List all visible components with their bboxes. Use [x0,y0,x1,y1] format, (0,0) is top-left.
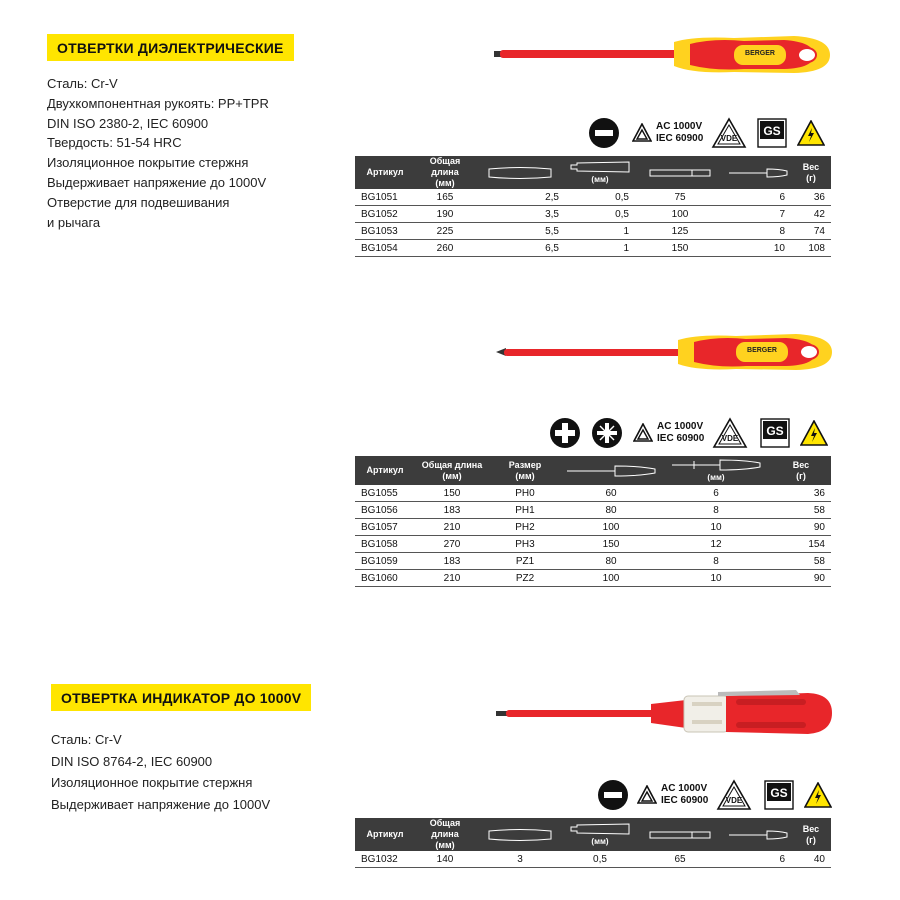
phillips-tip-icon [549,417,581,449]
property-line: и рычага [47,214,101,230]
iec-text: IEC 60900 [656,133,704,144]
cell: 1 [565,240,635,257]
col-weight [791,818,831,851]
col-blade-length [561,456,661,485]
col-blade-length [635,818,725,851]
cell: 3,5 [475,206,565,223]
cell: 8 [661,502,771,519]
table-row [355,240,831,257]
table-row [355,553,831,570]
col-weight-label: Вес [802,823,820,834]
cell: 210 [415,570,489,587]
cell: BG1051 [355,189,415,206]
ac-rating-text: AC 1000V [656,121,703,132]
iec-text: IEC 60900 [657,433,705,444]
section1-cert-icons [588,116,825,150]
col-weight-unit: (г) [796,470,806,481]
gs-icon [760,418,790,448]
col-article: Артикул [355,156,415,189]
cell: 260 [415,240,475,257]
property-line: DIN ISO 8764-2, IEC 60900 [51,753,213,769]
property-line: Сталь: Cr-V [51,732,122,747]
vde-icon [711,117,747,149]
cell: 210 [415,519,489,536]
col-length [415,818,475,851]
tip-thickness-diagram [569,822,631,836]
mm-unit-label: (мм) [707,473,725,482]
property-line: Отверстие для подвешивания [47,194,230,210]
col-tip-width [475,818,565,851]
col-length-unit: (мм) [442,470,462,481]
col-weight [771,456,831,485]
cell: 0,5 [565,189,635,206]
section3-cert-icons [597,778,832,812]
mm-unit-label: (мм) [591,175,609,184]
col-length [415,156,475,189]
brand-text: BERGER [745,50,775,57]
cell: BG1059 [355,553,415,570]
blade-diameter-diagram [727,829,789,841]
cell: 74 [791,223,831,240]
cell: BG1056 [355,502,415,519]
high-voltage-warning-icon [800,420,828,446]
cell: 6 [725,189,791,206]
col-length-label: Общая длина [421,459,483,470]
voltage-rating [657,421,704,445]
cell: PH3 [489,536,561,553]
blade-diameter-diagram [727,167,789,179]
cell: 0,5 [565,851,635,868]
vde-text: VDE [721,134,738,143]
cell: BG1053 [355,223,415,240]
blade-length-diagram [648,167,712,179]
high-voltage-warning-icon [797,120,825,146]
cell: BG1055 [355,485,415,502]
double-triangle-icon [637,785,657,805]
cell: 125 [635,223,725,240]
tip-width-diagram [485,165,555,181]
cell: 1 [565,223,635,240]
cell: 58 [771,553,831,570]
cell: 100 [561,570,661,587]
vde-icon [716,779,752,811]
col-weight-label: Вес [802,161,820,172]
vde-text: VDE [722,434,739,443]
cell: 6 [725,851,791,868]
gs-text: GS [770,786,788,800]
table-row [355,485,831,502]
section2-spec-table [355,456,831,587]
cell: 65 [635,851,725,868]
section2-cert-icons [549,416,828,450]
property-line: Изоляционное покрытие стержня [47,155,249,171]
cell: 0,5 [565,206,635,223]
section3-title: ОТВЕРТКА ИНДИКАТОР ДО 1000V [51,684,311,711]
cell: 190 [415,206,475,223]
cell: 108 [791,240,831,257]
col-length-unit: (мм) [435,840,455,850]
vde-icon [712,417,748,449]
cell: 6,5 [475,240,565,257]
blade-length-diagram [565,464,657,478]
cell: 154 [771,536,831,553]
cell: 80 [561,553,661,570]
cell: 90 [771,519,831,536]
tip-width-diagram [485,827,555,843]
table-row [355,519,831,536]
cell: 3 [475,851,565,868]
property-line: Твердость: 51-54 HRC [47,135,182,151]
col-length-label: Общая длина [429,818,461,839]
indicator-screwdriver-image [496,688,836,738]
cell: 12 [661,536,771,553]
section1-properties [47,74,269,232]
gs-icon [764,780,794,810]
cell: 100 [635,206,725,223]
col-length-label: Общая длина [429,156,461,177]
cell: 80 [561,502,661,519]
col-weight-label: Вес [792,459,810,470]
cell: BG1057 [355,519,415,536]
cell: 36 [791,189,831,206]
cell: 183 [415,502,489,519]
gs-text: GS [763,124,781,138]
cell: 225 [415,223,475,240]
mm-unit-label: (мм) [591,837,609,846]
col-weight-unit: (г) [806,172,816,183]
property-line: Двухкомпонентная рукоять: PP+TPR [47,95,269,111]
cell: 75 [635,189,725,206]
table-row [355,536,831,553]
phillips-screwdriver-image [496,328,836,378]
ac-rating-text: AC 1000V [657,421,704,432]
cell: PH2 [489,519,561,536]
slotted-screwdriver-image [494,28,834,84]
cell: 40 [791,851,831,868]
section3-spec-table [355,818,831,868]
slotted-tip-icon [597,779,629,811]
pozidriv-tip-icon [591,417,623,449]
gs-text: GS [766,424,784,438]
cell: BG1058 [355,536,415,553]
col-length [415,456,489,485]
blade-length-diagram [648,829,712,841]
col-size [489,456,561,485]
section3-properties [51,729,270,815]
cell: BG1032 [355,851,415,868]
table-row [355,206,831,223]
cell: PH0 [489,485,561,502]
col-tip-thickness [565,818,635,851]
col-article: Артикул [355,818,415,851]
cell: 150 [561,536,661,553]
property-line: Сталь: Cr-V [47,76,118,91]
cell: 183 [415,553,489,570]
ac-rating-text: AC 1000V [661,783,708,794]
tip-thickness-diagram [569,160,631,174]
cell: PZ2 [489,570,561,587]
cell: BG1054 [355,240,415,257]
table-row [355,502,831,519]
table-row [355,223,831,240]
cell: 90 [771,570,831,587]
cell: BG1060 [355,570,415,587]
property-line: DIN ISO 2380-2, IEC 60900 [47,115,209,131]
cell: BG1052 [355,206,415,223]
table-row [355,570,831,587]
property-line: Выдерживает напряжение до 1000V [51,796,271,812]
cell: 8 [725,223,791,240]
voltage-rating [661,783,708,807]
col-weight [791,156,831,189]
double-triangle-icon [633,423,653,443]
col-article: Артикул [355,456,415,485]
slotted-tip-icon [588,117,620,149]
cell: 58 [771,502,831,519]
cell: 6 [661,485,771,502]
double-triangle-icon [632,123,652,143]
voltage-rating [656,121,703,145]
cell: 60 [561,485,661,502]
cell: 8 [661,553,771,570]
cell: 2,5 [475,189,565,206]
iec-text: IEC 60900 [661,795,709,806]
section1-title: ОТВЕРТКИ ДИЭЛЕКТРИЧЕСКИЕ [47,34,294,61]
cell: 150 [415,485,489,502]
table-row [355,189,831,206]
col-weight-unit: (г) [806,834,816,845]
cell: 270 [415,536,489,553]
vde-text: VDE [726,796,743,805]
blade-diameter-diagram [670,458,762,472]
cell: 7 [725,206,791,223]
col-blade-diameter [725,156,791,189]
col-length-unit: (мм) [435,178,455,188]
cell: 10 [725,240,791,257]
high-voltage-warning-icon [804,782,832,808]
cell: 100 [561,519,661,536]
col-blade-diameter [661,456,771,485]
cell: PZ1 [489,553,561,570]
col-size-label: Размер [508,459,542,470]
col-size-unit: (мм) [515,470,535,481]
section1-spec-table [355,156,831,257]
col-blade-length [635,156,725,189]
cell: PH1 [489,502,561,519]
cell: 36 [771,485,831,502]
cell: 42 [791,206,831,223]
cell: 165 [415,189,475,206]
col-tip-width [475,156,565,189]
cell: 5,5 [475,223,565,240]
col-tip-thickness [565,156,635,189]
cell: 10 [661,570,771,587]
cell: 140 [415,851,475,868]
cell: 10 [661,519,771,536]
gs-icon [757,118,787,148]
property-line: Выдерживает напряжение до 1000V [47,174,267,190]
property-line: Изоляционное покрытие стержня [51,775,253,790]
col-blade-diameter [725,818,791,851]
brand-text: BERGER [747,347,777,354]
cell: 150 [635,240,725,257]
table-row [355,851,831,868]
